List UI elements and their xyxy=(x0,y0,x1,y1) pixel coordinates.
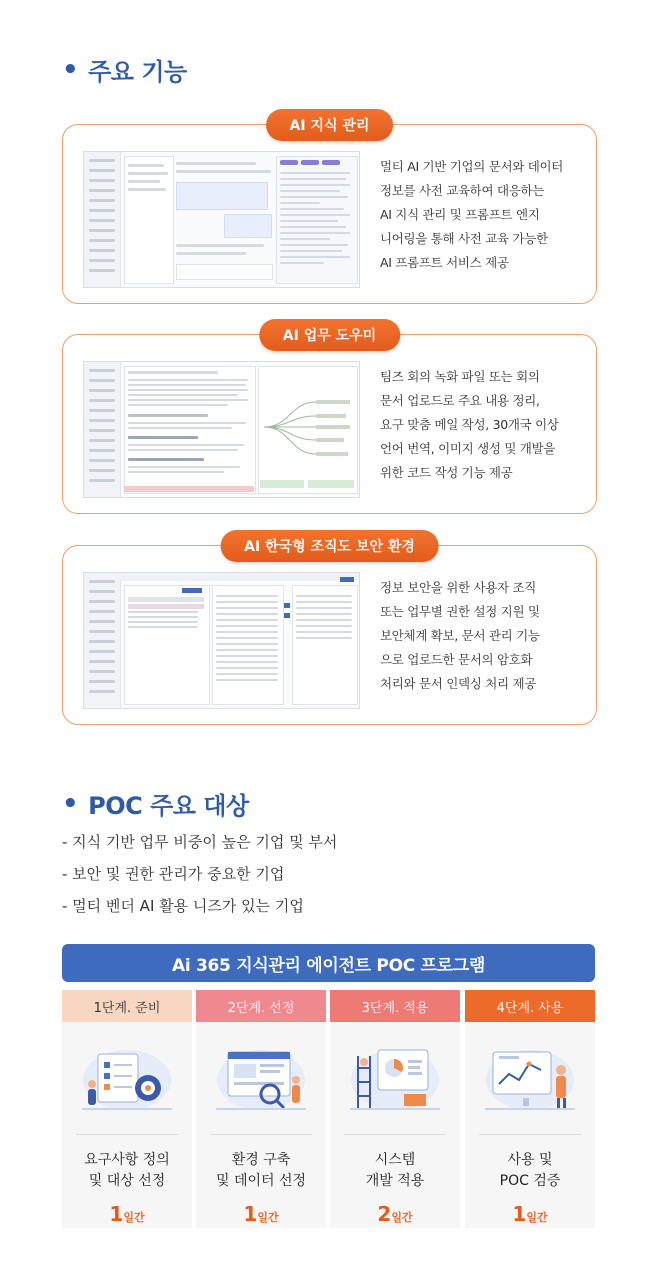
assistant-screenshot xyxy=(83,361,360,498)
environment-illustration-icon xyxy=(210,1036,312,1118)
program-step-4 xyxy=(465,990,595,1228)
step-label: 1단계. 준비 xyxy=(62,990,192,1022)
step-duration: 2일간 xyxy=(377,1202,413,1226)
feature-card-knowledge xyxy=(62,118,597,304)
mindmap-icon xyxy=(260,392,354,462)
step-duration: 1일간 xyxy=(243,1202,279,1226)
program-step-1 xyxy=(62,990,192,1228)
features-title-text: 주요 기능 xyxy=(88,58,187,86)
step-label: 3단계. 적용 xyxy=(330,990,460,1022)
feature-card-assistant xyxy=(62,328,597,514)
security-screenshot xyxy=(83,572,360,709)
step-duration: 1일간 xyxy=(109,1202,145,1226)
step-text: 환경 구축 및 데이터 선정 xyxy=(215,1152,307,1189)
step-text: 시스템 개발 적용 xyxy=(365,1152,425,1189)
feature-badge: AI 업무 도우미 xyxy=(259,319,400,351)
mini-sidebar xyxy=(84,362,121,497)
step-label: 4단계. 사용 xyxy=(465,990,595,1022)
feature-description: 정보 보안을 위한 사용자 조직 또는 업무별 권한 설정 지원 및 보안체계 확보, 문서 관리 기능 으로 업로드한 문서의 암호화 처리와 문서 인덱싱 처리 제공 xyxy=(380,580,540,691)
feature-description: 팀즈 회의 녹화 파일 또는 회의 문서 업로드로 주요 내용 정리, 요구 맞춤 메일 작성, 30개국 이상 언어 번역, 이미지 생성 및 개발을 위한 코드 작성 기능 제공 xyxy=(380,369,559,480)
program-step-2 xyxy=(196,990,326,1228)
requirements-illustration-icon xyxy=(76,1036,178,1118)
feature-description: 멀티 AI 기반 기업의 문서와 데이터 정보를 사전 교육하여 대응하는 AI 지식 관리 및 프롬프트 엔지 니어링을 통해 사전 교육 가능한 AI 프롬프트 서비스 제공 xyxy=(380,159,564,270)
program-title: Ai 365 지식관리 에이전트 POC 프로그램 xyxy=(62,944,595,982)
poc-title-text: POC 주요 대상 xyxy=(88,792,249,820)
features-section-title xyxy=(62,52,187,87)
step-text: 사용 및 POC 검증 xyxy=(499,1152,561,1189)
bullet-dot-icon: • xyxy=(62,54,79,85)
poc-target-list xyxy=(62,826,337,922)
mini-permission-table xyxy=(292,585,358,705)
knowledge-screenshot xyxy=(83,151,360,288)
mini-chat-bubble xyxy=(176,182,268,210)
development-illustration-icon xyxy=(344,1036,446,1118)
mini-user-table xyxy=(212,585,284,705)
step-text: 요구사항 정의 및 대상 선정 xyxy=(84,1152,170,1189)
feature-badge: AI 한국형 조직도 보안 환경 xyxy=(220,530,439,562)
poc-target-item: - 지식 기반 업무 비중이 높은 기업 및 부서 xyxy=(62,833,338,851)
mini-org-tree xyxy=(124,585,210,705)
poc-section-title xyxy=(62,786,249,821)
mini-list-panel xyxy=(124,156,174,284)
poc-target-item: - 보안 및 권한 관리가 중요한 기업 xyxy=(62,865,285,883)
verification-illustration-icon xyxy=(479,1036,581,1118)
mini-sidebar xyxy=(84,573,121,708)
step-duration: 1일간 xyxy=(512,1202,548,1226)
poc-target-item: - 멀티 벤더 AI 활용 니즈가 있는 기업 xyxy=(62,897,304,915)
feature-badge: AI 지식 관리 xyxy=(266,109,394,141)
program-step-3 xyxy=(330,990,460,1228)
feature-card-security xyxy=(62,539,597,725)
step-label: 2단계. 선정 xyxy=(196,990,326,1022)
bullet-dot-icon: • xyxy=(62,788,79,819)
mini-sidebar xyxy=(84,152,121,287)
mini-chat-input xyxy=(176,264,273,280)
